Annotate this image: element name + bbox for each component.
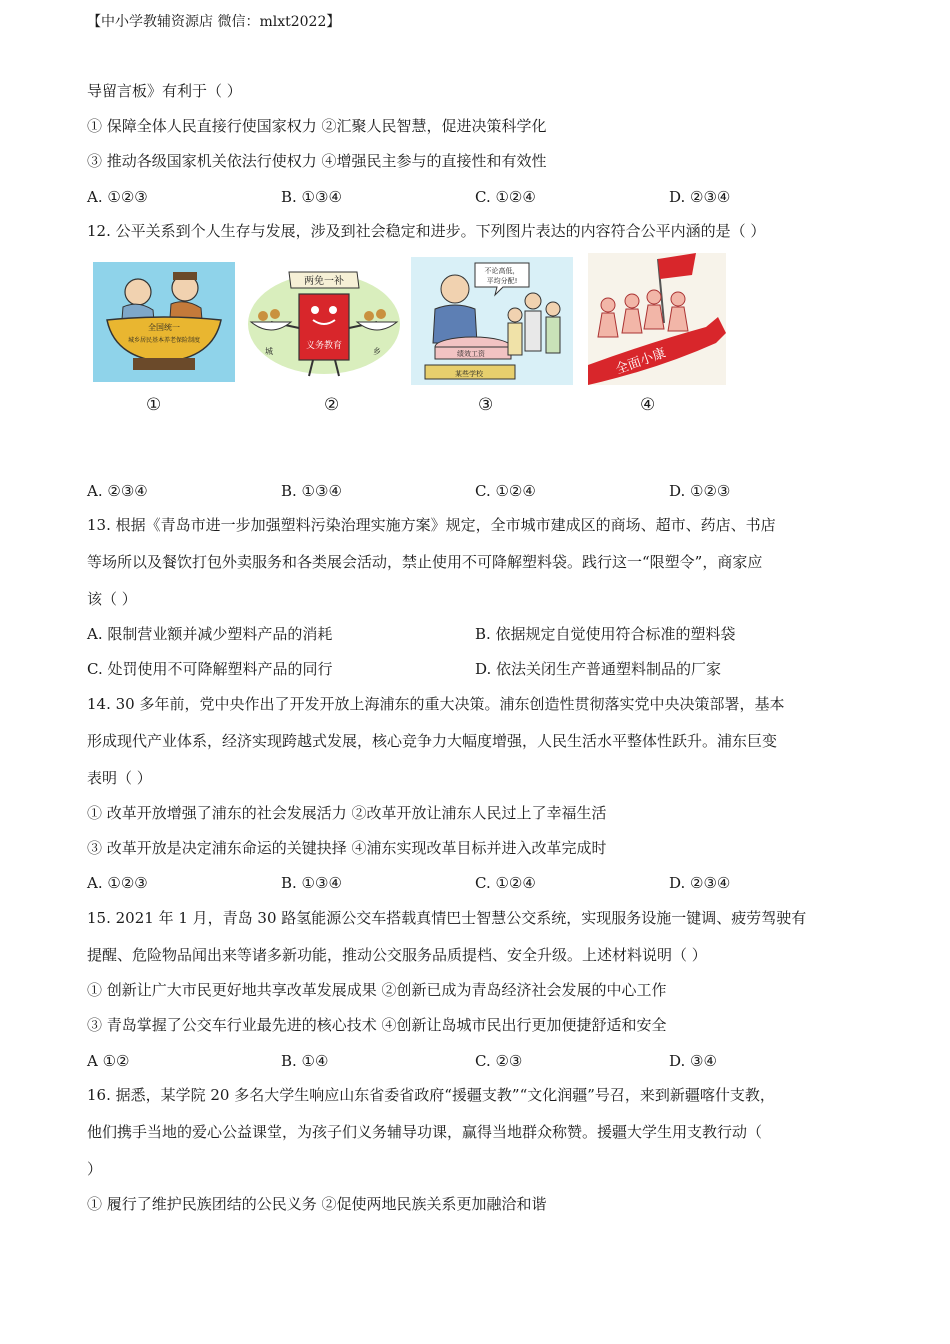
q15-option-a: A ①② xyxy=(87,1052,130,1070)
q11-item-1: ① 保障全体人民直接行使国家权力 ②汇聚人民智慧，促进决策科学化 xyxy=(87,117,547,135)
q11-stem-tail: 导留言板》有利于（ ） xyxy=(87,82,242,100)
q11-option-a: A. ①②③ xyxy=(87,188,148,206)
picture-2-text-4: 乡 xyxy=(373,347,381,356)
q13-option-a: A. 限制营业额并减少塑料产品的消耗 xyxy=(87,625,333,643)
picture-1 xyxy=(93,262,235,382)
q14-line-1: 14. 30 多年前，党中央作出了开发开放上海浦东的重大决策。浦东创造性贯彻落实党中央决策部署，基本 xyxy=(87,695,785,713)
picture-3-text-3: 绩效工资 xyxy=(457,350,485,358)
picture-4-label: ④ xyxy=(640,395,656,415)
q15-option-d: D. ③④ xyxy=(669,1052,717,1070)
q12-option-a: A. ②③④ xyxy=(87,482,148,500)
q11-option-c: C. ①②④ xyxy=(475,188,536,206)
picture-1-text-2: 城乡居民基本养老保险制度 xyxy=(127,337,201,344)
q13-line-3: 该（ ） xyxy=(87,590,137,608)
q16-line-3: ） xyxy=(87,1160,103,1178)
q13-line-1: 13. 根据《青岛市进一步加强塑料污染治理实施方案》规定，全市城市建成区的商场、超市、药店、书店 xyxy=(87,516,776,534)
picture-2-text-2: 义务教育 xyxy=(305,341,343,351)
q13-option-c: C. 处罚使用不可降解塑料产品的同行 xyxy=(87,660,333,678)
salary-illustration xyxy=(411,257,573,385)
q15-line-1: 15. 2021 年 1 月，青岛 30 路氢能源公交车搭载真情巴士智慧公交系统，实现服务设施一键调、疲劳驾驶有 xyxy=(87,909,807,927)
education-illustration xyxy=(247,262,401,382)
q15-item-1: ① 创新让广大市民更好地共享改革发展成果 ②创新已成为青岛经济社会发展的中心工作 xyxy=(87,981,667,999)
q11-option-b: B. ①③④ xyxy=(281,188,342,206)
q14-option-b: B. ①③④ xyxy=(281,874,342,892)
picture-4 xyxy=(588,253,726,385)
q14-item-2: ③ 改革开放是决定浦东命运的关键抉择 ④浦东实现改革目标并进入改革完成时 xyxy=(87,839,607,857)
q16-line-1: 16. 据悉，某学院 20 多名大学生响应山东省委省政府“援疆支教”“文化润疆”号召，来到新疆喀什支教， xyxy=(87,1086,775,1104)
q13-option-b: B. 依据规定自觉使用符合标准的塑料袋 xyxy=(475,625,736,643)
q13-line-2: 等场所以及餐饮打包外卖服务和各类展会活动，禁止使用不可降解塑料袋。践行这一“限塑令”，商家应 xyxy=(87,553,763,571)
page-header: 【中小学教辅资源店 微信：mlxt2022】 xyxy=(87,14,341,30)
picture-2-text-3: 城 xyxy=(265,347,273,356)
q14-option-a: A. ①②③ xyxy=(87,874,148,892)
q15-line-2: 提醒、危险物品闻出来等诸多新功能，推动公交服务品质提档、安全升级。上述材料说明（ ） xyxy=(87,946,707,964)
moderately-prosperous-illustration xyxy=(588,253,726,385)
q12-option-b: B. ①③④ xyxy=(281,482,342,500)
q12-option-c: C. ①②④ xyxy=(475,482,536,500)
q12-stem: 12. 公平关系到个人生存与发展，涉及到社会稳定和进步。下列图片表达的内容符合公平内涵的是（ ） xyxy=(87,222,766,240)
picture-1-text-1: 全国统一 xyxy=(148,323,180,332)
q13-option-d: D. 依法关闭生产普通塑料制品的厂家 xyxy=(475,660,722,678)
picture-2 xyxy=(247,262,401,382)
picture-3-label: ③ xyxy=(478,395,494,415)
q14-line-2: 形成现代产业体系，经济实现跨越式发展，核心竞争力大幅度增强，人民生活水平整体性跃升。浦东巨变 xyxy=(87,732,778,750)
picture-3-text-4: 某些学校 xyxy=(455,370,483,378)
q11-item-2: ③ 推动各级国家机关依法行使权力 ④增强民主参与的直接性和有效性 xyxy=(87,152,547,170)
picture-3 xyxy=(411,257,573,385)
q16-item-1: ① 履行了维护民族团结的公民义务 ②促使两地民族关系更加融洽和谐 xyxy=(87,1195,547,1213)
picture-2-text-1: 两免一补 xyxy=(304,276,344,287)
q15-option-c: C. ②③ xyxy=(475,1052,523,1070)
q14-item-1: ① 改革开放增强了浦东的社会发展活力 ②改革开放让浦东人民过上了幸福生活 xyxy=(87,804,607,822)
q15-item-2: ③ 青岛掌握了公交车行业最先进的核心技术 ④创新让岛城市民出行更加便捷舒适和安全 xyxy=(87,1016,667,1034)
q14-option-d: D. ②③④ xyxy=(669,874,731,892)
picture-3-text-2: 平均分配! xyxy=(486,277,518,285)
q12-option-d: D. ①②③ xyxy=(669,482,731,500)
picture-2-label: ② xyxy=(324,395,340,415)
picture-3-text-1: 不论高低， xyxy=(484,267,520,275)
q11-option-d: D. ②③④ xyxy=(669,188,731,206)
picture-1-label: ① xyxy=(146,395,162,415)
pension-illustration xyxy=(93,262,235,382)
q14-option-c: C. ①②④ xyxy=(475,874,536,892)
picture-4-text-1: 全面小康 xyxy=(613,345,668,378)
q14-line-3: 表明（ ） xyxy=(87,769,152,787)
q16-line-2: 他们携手当地的爱心公益课堂，为孩子们义务辅导功课，赢得当地群众称赞。援疆大学生用支教行动（ xyxy=(87,1123,763,1141)
q15-option-b: B. ①④ xyxy=(281,1052,329,1070)
